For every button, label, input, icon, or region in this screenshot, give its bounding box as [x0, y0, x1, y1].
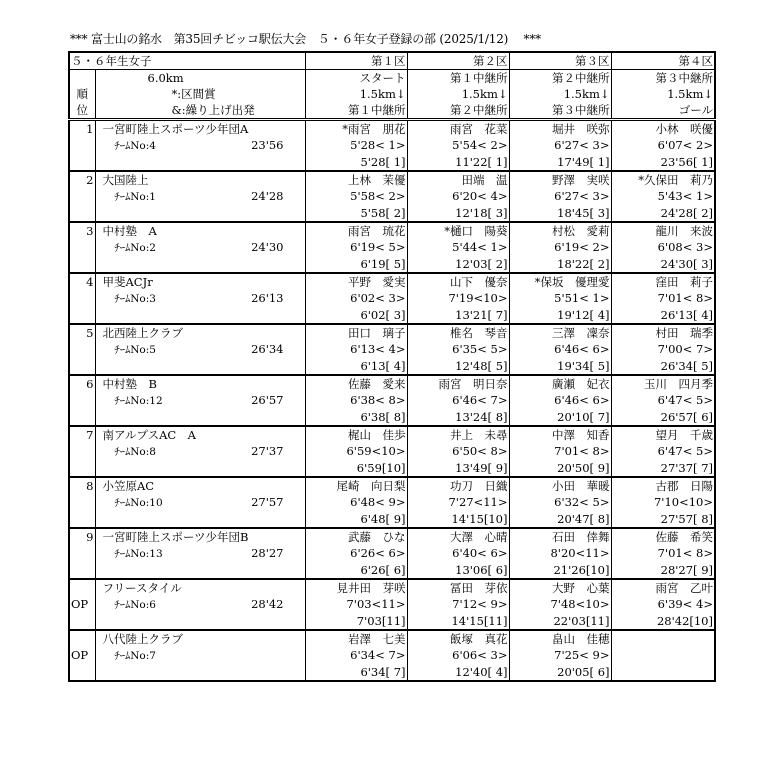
stage-distance: 1.5km↓	[611, 86, 715, 102]
stage-name: 第４区	[611, 52, 715, 70]
cumulative-time: 13'06[ 6]	[407, 562, 509, 579]
leg-split-time: 6'26< 6>	[305, 545, 407, 562]
runner-name: 小田 華暖	[509, 477, 611, 494]
cumulative-time: 17'49[ 1]	[509, 154, 611, 171]
cumulative-time: 26'57[ 6]	[611, 409, 715, 426]
team-number: ﾁｰﾑNo:13	[114, 548, 163, 560]
leg-split-time: 5'28< 1>	[305, 137, 407, 154]
category-label: ５・６年生女子	[69, 52, 305, 70]
team-total-time: 27'37	[251, 444, 284, 458]
header-row-dist	[69, 86, 715, 102]
runner-name: 野澤 実咲	[509, 171, 611, 188]
cumulative-time: 28'42[10]	[611, 613, 715, 630]
team-name	[95, 375, 305, 392]
cumulative-time: 7'03[11]	[305, 613, 407, 630]
team-info	[95, 188, 305, 205]
leg-split-time: 6'46< 6>	[509, 392, 611, 409]
stage-to: 第２中継所	[407, 102, 509, 120]
team-row	[69, 358, 715, 375]
cumulative-time: 11'22[ 1]	[407, 154, 509, 171]
leg-split-time: 7'27<11>	[407, 494, 509, 511]
stage-name: 第１区	[305, 52, 407, 70]
team-name	[95, 222, 305, 239]
header-row-from	[69, 70, 715, 87]
team-name-text: フリースタイル	[102, 581, 182, 595]
team-name	[95, 579, 305, 596]
cumulative-time: 27'57[ 8]	[611, 511, 715, 528]
cumulative-time: 19'34[ 5]	[509, 358, 611, 375]
team-info	[95, 239, 305, 256]
team-rank: 8	[69, 477, 95, 494]
team-total-time: 26'13	[251, 291, 284, 305]
team-row	[69, 426, 715, 443]
runner-name: 梶山 佳歩	[305, 426, 407, 443]
cumulative-time: 6'26[ 6]	[305, 562, 407, 579]
runner-name: 武藤 ひな	[305, 528, 407, 545]
stage-name: 第３区	[509, 52, 611, 70]
cumulative-time: 24'30[ 3]	[611, 256, 715, 273]
cumulative-time: 26'34[ 5]	[611, 358, 715, 375]
team-name	[95, 120, 305, 138]
cumulative-time: 23'56[ 1]	[611, 154, 715, 171]
runner-name: 山下 優奈	[407, 273, 509, 290]
team-info	[95, 341, 305, 358]
team-info	[95, 392, 305, 409]
cumulative-time: 18'22[ 2]	[509, 256, 611, 273]
cumulative-time: 13'21[ 7]	[407, 307, 509, 324]
runner-name	[611, 630, 715, 647]
cumulative-time	[611, 664, 715, 681]
leg-split-time: 5'51< 1>	[509, 290, 611, 307]
results-table	[68, 51, 716, 682]
cumulative-time: 21'26[10]	[509, 562, 611, 579]
team-row	[69, 324, 715, 341]
cumulative-time: 6'59[10]	[305, 460, 407, 477]
leg-split-time: 5'43< 1>	[611, 188, 715, 205]
team-total-time: 26'57	[251, 393, 284, 407]
team-rank: 9	[69, 528, 95, 545]
leg-split-time: 5'54< 2>	[407, 137, 509, 154]
team-name-text: 一宮町陸上スポーツ少年団A	[102, 122, 249, 136]
team-number: ﾁｰﾑNo:8	[114, 446, 156, 458]
team-info	[95, 647, 305, 664]
runner-name: 雨宮 琉花	[305, 222, 407, 239]
runner-name: *雨宮 朋花	[305, 120, 407, 138]
team-row	[69, 375, 715, 392]
team-row	[69, 222, 715, 239]
team-info	[95, 545, 305, 562]
team-total-time: 28'42	[251, 597, 284, 611]
cumulative-time: 13'49[ 9]	[407, 460, 509, 477]
stage-to: 第３中継所	[509, 102, 611, 120]
team-row	[69, 120, 715, 138]
cumulative-time: 12'48[ 5]	[407, 358, 509, 375]
team-row	[69, 664, 715, 681]
team-row	[69, 205, 715, 222]
leg-split-time: 6'35< 5>	[407, 341, 509, 358]
stage-distance: 1.5km↓	[407, 86, 509, 102]
team-rank: 1	[69, 120, 95, 138]
leg-split-time: 6'46< 6>	[509, 341, 611, 358]
runner-name: 望月 千歳	[611, 426, 715, 443]
team-rank: OP	[69, 596, 95, 613]
leg-split-time: 7'48<10>	[509, 596, 611, 613]
team-row	[69, 630, 715, 647]
leg-split-time: 6'19< 2>	[509, 239, 611, 256]
runner-name: 玉川 四月季	[611, 375, 715, 392]
runner-name: 雨宮 明日奈	[407, 375, 509, 392]
leg-split-time: 8'20<11>	[509, 545, 611, 562]
team-row	[69, 562, 715, 579]
leg-split-time: 6'47< 5>	[611, 443, 715, 460]
rank-label: 順	[69, 86, 95, 102]
team-row	[69, 613, 715, 630]
leg-split-time: 6'47< 5>	[611, 392, 715, 409]
team-name-text: 大国陸上	[102, 173, 149, 187]
leg-split-time: 6'50< 8>	[407, 443, 509, 460]
cumulative-time: 22'03[11]	[509, 613, 611, 630]
runner-name: 大野 心葉	[509, 579, 611, 596]
cumulative-time: 19'12[ 4]	[509, 307, 611, 324]
runner-name: 井上 未尋	[407, 426, 509, 443]
team-rank: 5	[69, 324, 95, 341]
team-row	[69, 137, 715, 154]
leg-split-time: 6'13< 4>	[305, 341, 407, 358]
runner-name: 窪田 莉子	[611, 273, 715, 290]
team-row	[69, 409, 715, 426]
cumulative-time: 6'19[ 5]	[305, 256, 407, 273]
team-row	[69, 171, 715, 188]
cumulative-time: 5'58[ 2]	[305, 205, 407, 222]
team-info	[95, 494, 305, 511]
runner-name: *保坂 優理愛	[509, 273, 611, 290]
cumulative-time: 6'34[ 7]	[305, 664, 407, 681]
team-name	[95, 528, 305, 545]
runner-name: *樋口 陽葵	[407, 222, 509, 239]
leg-split-time: 7'12< 9>	[407, 596, 509, 613]
runner-name: 椎名 琴音	[407, 324, 509, 341]
team-rank: OP	[69, 647, 95, 664]
leg-split-time: 6'20< 4>	[407, 188, 509, 205]
runner-name: 上林 茉優	[305, 171, 407, 188]
team-name	[95, 630, 305, 647]
team-row	[69, 494, 715, 511]
leg-split-time: 7'03<11>	[305, 596, 407, 613]
leg-split-time	[611, 647, 715, 664]
cumulative-time: 12'03[ 2]	[407, 256, 509, 273]
leg-split-time: 7'10<10>	[611, 494, 715, 511]
team-name	[95, 477, 305, 494]
team-row	[69, 647, 715, 664]
team-total-time: 24'30	[251, 240, 284, 254]
header-row-to	[69, 102, 715, 120]
team-number: ﾁｰﾑNo:10	[114, 497, 163, 509]
leg-split-time: 6'39< 4>	[611, 596, 715, 613]
leg-split-time: 6'08< 3>	[611, 239, 715, 256]
team-row	[69, 239, 715, 256]
runner-name: 廣瀬 妃衣	[509, 375, 611, 392]
team-name-text: 甲斐ACJr	[102, 275, 153, 289]
leg-split-time: 6'38< 8>	[305, 392, 407, 409]
stage-from: 第３中継所	[611, 70, 715, 87]
team-row	[69, 307, 715, 324]
stage-distance: 1.5km↓	[305, 86, 407, 102]
header-row-stage-names	[69, 52, 715, 70]
cumulative-time: 18'45[ 3]	[509, 205, 611, 222]
cumulative-time: 12'18[ 3]	[407, 205, 509, 222]
runner-name: 岩澤 七美	[305, 630, 407, 647]
team-total-time: 26'34	[251, 342, 284, 356]
team-row	[69, 290, 715, 307]
legend-section-award: *:区間賞	[95, 86, 305, 102]
stage-from: スタート	[305, 70, 407, 87]
leg-split-time: 7'01< 8>	[509, 443, 611, 460]
team-row	[69, 477, 715, 494]
runner-name: 中澤 知香	[509, 426, 611, 443]
runner-name: 田端 温	[407, 171, 509, 188]
cumulative-time: 6'13[ 4]	[305, 358, 407, 375]
team-rank: 4	[69, 273, 95, 290]
stage-name: 第２区	[407, 52, 509, 70]
team-total-time: 28'27	[251, 546, 284, 560]
team-number: ﾁｰﾑNo:5	[114, 344, 156, 356]
cumulative-time: 24'28[ 2]	[611, 205, 715, 222]
runner-name: 村松 愛莉	[509, 222, 611, 239]
team-row	[69, 460, 715, 477]
cumulative-time: 20'05[ 6]	[509, 664, 611, 681]
team-info	[95, 596, 305, 613]
cumulative-time: 5'28[ 1]	[305, 154, 407, 171]
leg-split-time: 6'48< 9>	[305, 494, 407, 511]
team-name-text: 八代陸上クラブ	[102, 632, 183, 646]
leg-split-time: 6'27< 3>	[509, 137, 611, 154]
team-row	[69, 188, 715, 205]
team-row	[69, 596, 715, 613]
team-name-text: 小笠原AC	[102, 479, 155, 493]
leg-split-time: 6'02< 3>	[305, 290, 407, 307]
cumulative-time: 14'15[11]	[407, 613, 509, 630]
leg-split-time: 7'19<10>	[407, 290, 509, 307]
cumulative-time: 20'10[ 7]	[509, 409, 611, 426]
team-name-text: 北西陸上クラブ	[102, 326, 183, 340]
team-number: ﾁｰﾑNo:12	[114, 395, 163, 407]
team-total-time: 27'57	[251, 495, 284, 509]
leg-split-time: 6'34< 7>	[305, 647, 407, 664]
cumulative-time: 20'47[ 8]	[509, 511, 611, 528]
runner-name: 田口 璃子	[305, 324, 407, 341]
stage-distance: 1.5km↓	[509, 86, 611, 102]
cumulative-time: 20'50[ 9]	[509, 460, 611, 477]
team-row	[69, 528, 715, 545]
team-row	[69, 443, 715, 460]
team-row	[69, 579, 715, 596]
runner-name: 龍川 来波	[611, 222, 715, 239]
runner-name: *久保田 莉乃	[611, 171, 715, 188]
team-name-text: 中村塾 B	[102, 377, 157, 391]
cumulative-time: 14'15[10]	[407, 511, 509, 528]
leg-split-time: 6'59<10>	[305, 443, 407, 460]
runner-name: 雨宮 乙叶	[611, 579, 715, 596]
page-title: *** 富士山の銘水 第35回チビッコ駅伝大会 ５・６年女子登録の部 (2025/1/12) ***	[70, 32, 541, 46]
stage-from: 第２中継所	[509, 70, 611, 87]
cumulative-time: 6'02[ 3]	[305, 307, 407, 324]
runner-name: 尾崎 向日梨	[305, 477, 407, 494]
runner-name: 小林 咲優	[611, 120, 715, 138]
team-row	[69, 154, 715, 171]
team-info	[95, 290, 305, 307]
team-row	[69, 511, 715, 528]
leg-split-time: 6'07< 2>	[611, 137, 715, 154]
runner-name: 堀井 咲弥	[509, 120, 611, 138]
leg-split-time: 6'40< 6>	[407, 545, 509, 562]
stage-to: 第１中継所	[305, 102, 407, 120]
team-name	[95, 324, 305, 341]
team-row	[69, 545, 715, 562]
runner-name: 大澤 心晴	[407, 528, 509, 545]
cumulative-time: 6'48[ 9]	[305, 511, 407, 528]
runner-name: 平野 愛実	[305, 273, 407, 290]
team-number: ﾁｰﾑNo:1	[114, 191, 156, 203]
team-name	[95, 273, 305, 290]
leg-split-time: 6'32< 5>	[509, 494, 611, 511]
leg-split-time: 5'58< 2>	[305, 188, 407, 205]
runner-name: 飯塚 真花	[407, 630, 509, 647]
leg-split-time: 6'46< 7>	[407, 392, 509, 409]
runner-name: 冨田 芽依	[407, 579, 509, 596]
runner-name: 見井田 芽咲	[305, 579, 407, 596]
team-rank: 3	[69, 222, 95, 239]
cumulative-time: 12'40[ 4]	[407, 664, 509, 681]
team-row	[69, 273, 715, 290]
team-row	[69, 392, 715, 409]
legend-moved-up-start: &:繰り上げ出発	[95, 102, 305, 120]
team-row	[69, 341, 715, 358]
team-info	[95, 137, 305, 154]
cumulative-time: 28'27[ 9]	[611, 562, 715, 579]
team-total-time: 23'56	[251, 138, 284, 152]
team-name	[95, 426, 305, 443]
team-name-text: 南アルプスAC A	[102, 428, 196, 442]
leg-split-time: 6'06< 3>	[407, 647, 509, 664]
leg-split-time: 7'01< 8>	[611, 290, 715, 307]
leg-split-time: 6'19< 5>	[305, 239, 407, 256]
stage-to: ゴール	[611, 102, 715, 120]
team-rank: 2	[69, 171, 95, 188]
leg-split-time: 7'00< 7>	[611, 341, 715, 358]
leg-split-time: 5'44< 1>	[407, 239, 509, 256]
team-row	[69, 256, 715, 273]
leg-split-time: 7'01< 8>	[611, 545, 715, 562]
runner-name: 雨宮 花菜	[407, 120, 509, 138]
team-rank: 6	[69, 375, 95, 392]
stage-from: 第１中継所	[407, 70, 509, 87]
cumulative-time: 26'13[ 4]	[611, 307, 715, 324]
total-distance: 6.0km	[95, 70, 305, 87]
team-number: ﾁｰﾑNo:6	[114, 599, 156, 611]
team-number: ﾁｰﾑNo:4	[114, 140, 156, 152]
team-name	[95, 171, 305, 188]
team-total-time: 24'28	[251, 189, 284, 203]
cumulative-time: 13'24[ 8]	[407, 409, 509, 426]
team-info	[95, 443, 305, 460]
runner-name: 畠山 佳穂	[509, 630, 611, 647]
leg-split-time: 7'25< 9>	[509, 647, 611, 664]
runner-name: 佐藤 愛来	[305, 375, 407, 392]
team-number: ﾁｰﾑNo:3	[114, 293, 156, 305]
team-rank: 7	[69, 426, 95, 443]
team-number: ﾁｰﾑNo:7	[114, 650, 156, 662]
runner-name: 村田 瑞季	[611, 324, 715, 341]
team-number: ﾁｰﾑNo:2	[114, 242, 156, 254]
leg-split-time: 6'27< 3>	[509, 188, 611, 205]
runner-name: 功刀 日織	[407, 477, 509, 494]
cumulative-time: 27'37[ 7]	[611, 460, 715, 477]
runner-name: 石田 倖舞	[509, 528, 611, 545]
runner-name: 佐藤 希笑	[611, 528, 715, 545]
cumulative-time: 6'38[ 8]	[305, 409, 407, 426]
team-name-text: 中村塾 A	[102, 224, 157, 238]
runner-name: 古郡 日陽	[611, 477, 715, 494]
team-name-text: 一宮町陸上スポーツ少年団B	[102, 530, 249, 544]
rank-label: 位	[69, 102, 95, 120]
runner-name: 三澤 凜奈	[509, 324, 611, 341]
